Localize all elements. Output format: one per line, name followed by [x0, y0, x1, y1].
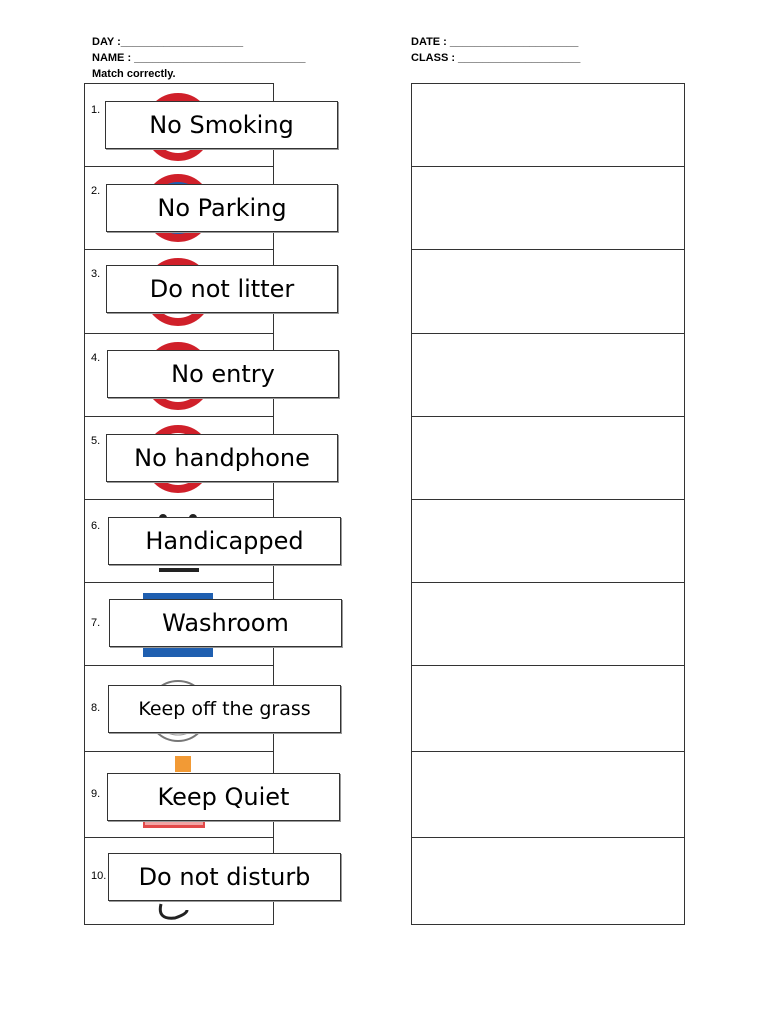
label-card-no-entry[interactable]: No entry — [107, 350, 339, 398]
answer-box-5[interactable] — [412, 417, 684, 500]
answer-box-4[interactable] — [412, 334, 684, 417]
item-number: 3. — [91, 268, 101, 280]
label-card-keep-quiet[interactable]: Keep Quiet — [107, 773, 340, 821]
label-card-no-handphone[interactable]: No handphone — [106, 434, 338, 482]
label-card-no-smoking[interactable]: No Smoking — [105, 101, 338, 149]
answer-box-9[interactable] — [412, 752, 684, 838]
date-field: DATE : _____________________ — [411, 36, 579, 48]
item-number: 7. — [91, 617, 101, 629]
answer-box-3[interactable] — [412, 250, 684, 334]
answer-box-8[interactable] — [412, 666, 684, 752]
item-number: 2. — [91, 185, 101, 197]
item-number: 5. — [91, 435, 101, 447]
label-card-do-not-disturb[interactable]: Do not disturb — [108, 853, 341, 901]
answer-box-10[interactable] — [412, 838, 684, 925]
label-card-washroom[interactable]: Washroom — [109, 599, 342, 647]
item-number: 10. — [91, 870, 107, 882]
label-card-keep-off-the-grass[interactable]: Keep off the grass — [108, 685, 341, 733]
label-card-handicapped[interactable]: Handicapped — [108, 517, 341, 565]
name-field: NAME : ____________________________ — [92, 52, 306, 64]
answers-column — [411, 83, 685, 925]
item-number: 1. — [91, 104, 101, 116]
item-number: 6. — [91, 520, 101, 532]
item-number: 9. — [91, 788, 101, 800]
label-card-no-parking[interactable]: No Parking — [106, 184, 338, 232]
day-field: DAY :____________________ — [92, 36, 244, 48]
answer-box-1[interactable] — [412, 84, 684, 167]
item-number: 4. — [91, 352, 101, 364]
answer-box-7[interactable] — [412, 583, 684, 666]
answer-box-2[interactable] — [412, 167, 684, 250]
instruction-text: Match correctly. — [92, 68, 176, 80]
answer-box-6[interactable] — [412, 500, 684, 583]
label-card-do-not-litter[interactable]: Do not litter — [106, 265, 338, 313]
class-field: CLASS : ____________________ — [411, 52, 581, 64]
item-number: 8. — [91, 702, 101, 714]
